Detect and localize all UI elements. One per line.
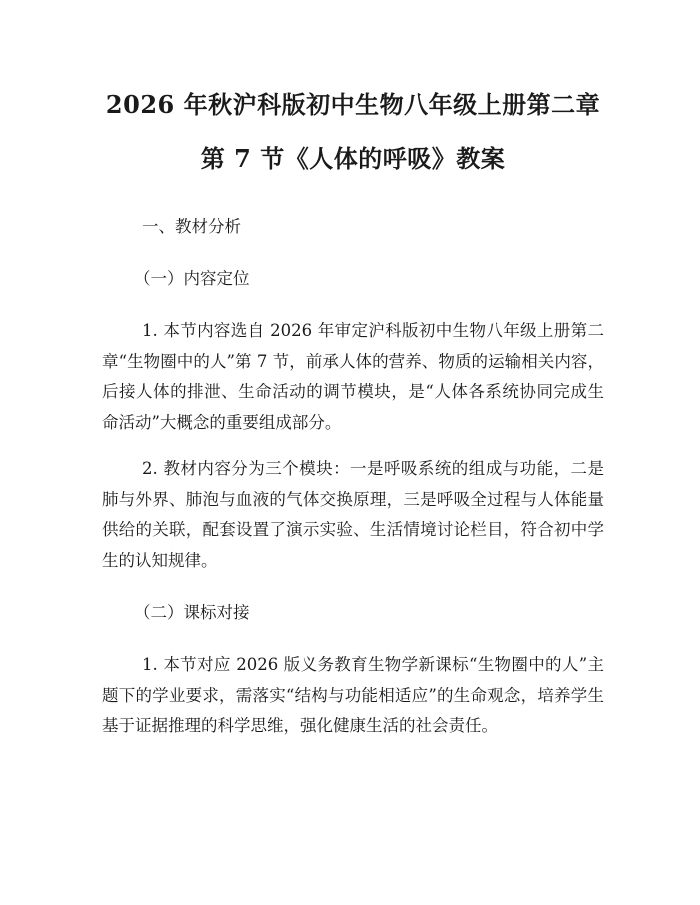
subsection-heading-curriculum-alignment: （二）课标对接 <box>134 603 250 622</box>
document-title <box>102 78 604 186</box>
section-heading-textbook-analysis: 一、教材分析 <box>142 217 241 236</box>
paragraph-content-positioning-2: 2. 教材内容分为三个模块：一是呼吸系统的组成与功能，二是肺与外界、肺泡与血液的气体交换原理，三是呼吸全过程与人体能量供给的关联，配套设置了演示实验、生活情境讨论栏目，符合初中学生的认知规律。 <box>102 459 604 570</box>
paragraph-curriculum-alignment-1: 1. 本节对应 2026 版义务教育生物学新课标“生物圈中的人”主题下的学业要求，需落实“结构与功能相适应”的生命观念，培养学生基于证据推理的科学思维，强化健康生活的社会责任。 <box>102 655 604 735</box>
subsection-heading-content-positioning: （一）内容定位 <box>134 269 250 288</box>
paragraph-content-positioning-1: 1. 本节内容选自 2026 年审定沪科版初中生物八年级上册第二章“生物圈中的人”第 7 节，前承人体的营养、物质的运输相关内容，后接人体的排泄、生命活动的调节模块，是“人体各系统协同完成生命活动”大概念的重要组成部分。 <box>102 321 604 432</box>
title-line-2: 第 7 节《人体的呼吸》教案 <box>200 144 506 173</box>
title-line-1: 2026 年秋沪科版初中生物八年级上册第二章 <box>105 90 601 119</box>
